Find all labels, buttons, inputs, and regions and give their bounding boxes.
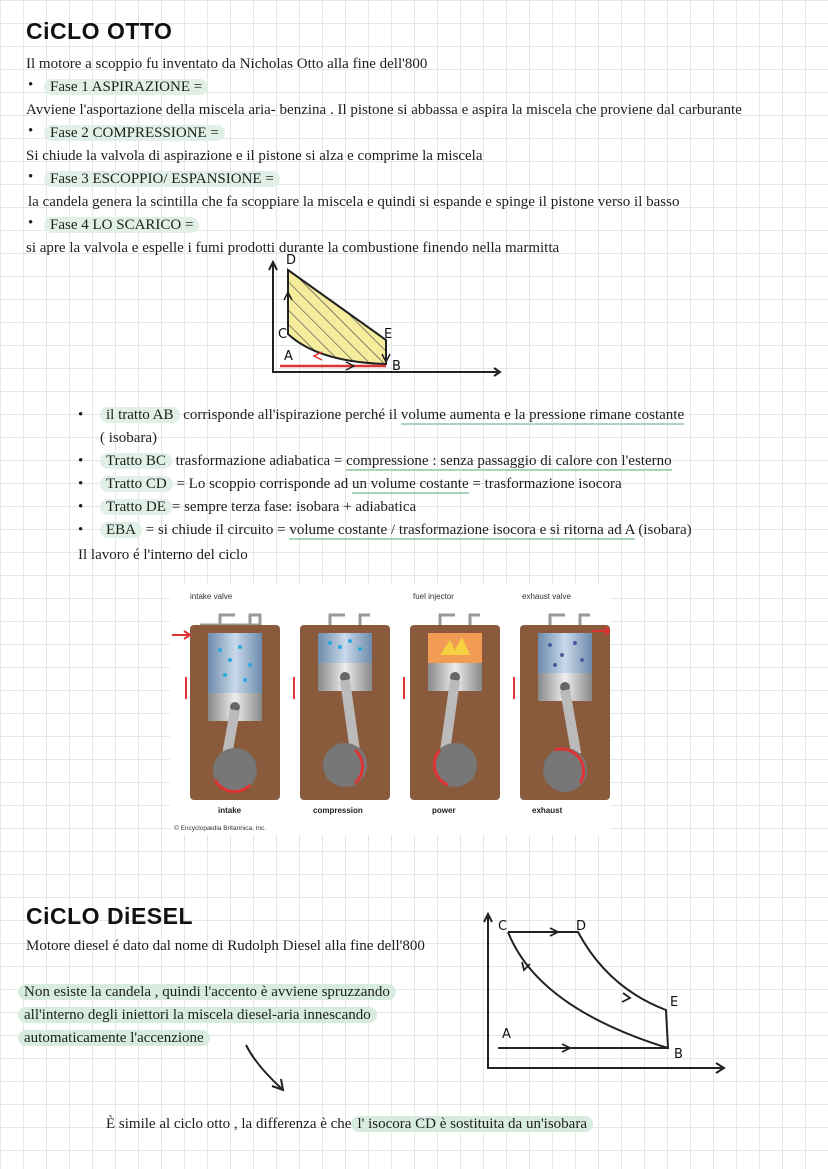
bullet: • — [28, 169, 34, 185]
stage-compression: compression — [313, 806, 363, 815]
bullet: • — [28, 123, 34, 139]
diesel-point-b: B — [674, 1047, 683, 1062]
engine-exhaust — [514, 615, 610, 800]
note-ab: • il tratto AB corrisponde all'ispirazione perché il volume aumenta e la pressione rimane costante — [78, 407, 685, 423]
otto-work: Il lavoro é l'interno del ciclo — [78, 547, 248, 563]
bullet: • — [28, 77, 34, 93]
diesel-intro: Motore diesel é dato dal nome di Rudolph Diesel alla fine dell'800 — [26, 938, 425, 954]
phase-4-text: si apre la valvola e espelle i fumi prodotti durante la combustione finendo nella marmitta — [26, 240, 560, 256]
engine-power — [404, 615, 500, 800]
note-de: • Tratto DE = sempre terza fase: isobara + adiabatica — [78, 499, 417, 515]
diesel-axes — [488, 916, 722, 1068]
diesel-point-a: A — [502, 1027, 511, 1042]
diesel-cycle-path — [498, 932, 668, 1048]
phase-4-label: Fase 4 LO SCARICO = — [44, 217, 199, 233]
note-bc: • Tratto BC trasformazione adiabatica = compressione : senza passaggio di calore con l'esterno — [78, 453, 672, 469]
label-intake-valve: intake valve — [190, 592, 233, 601]
label-exhaust-valve: exhaust valve — [522, 592, 571, 601]
diesel-note-line-1: Non esiste la candela , quindi l'accento è avviene spruzzando — [18, 984, 396, 1000]
diesel-note-line-3: automaticamente l'accenzione — [18, 1030, 210, 1046]
stage-intake: intake — [218, 806, 242, 815]
otto-point-d: D — [286, 253, 297, 268]
diesel-note-line-2: all'interno degli iniettori la miscela diesel-aria innescando — [18, 1007, 377, 1023]
diesel-pv-diagram — [478, 908, 728, 1080]
figure-credit: © Encyclopædia Britannica, Inc. — [174, 825, 267, 832]
diesel-conclusion: È simile al ciclo otto , la differenza è che l' isocora CD è sostituita da un'isobara — [106, 1114, 593, 1134]
curved-arrow-icon — [236, 1040, 296, 1095]
note-cd: • Tratto CD = Lo scoppio corrisponde ad un volume costante = trasformazione isocora — [78, 476, 622, 492]
otto-cycle-area — [288, 270, 386, 364]
otto-point-a: A — [284, 349, 293, 364]
phase-2-text: Si chiude la valvola di aspirazione e il pistone si alza e comprime la miscela — [26, 148, 483, 164]
diesel-title: CiCLO DiESEL — [26, 903, 194, 929]
otto-title: CiCLO OTTO — [26, 18, 173, 44]
otto-point-e: E — [384, 327, 393, 342]
otto-pv-diagram — [258, 252, 508, 390]
phase-1-label: Fase 1 ASPIRAZIONE = — [44, 79, 208, 95]
stage-exhaust: exhaust — [532, 806, 563, 815]
diesel-point-d: D — [576, 919, 587, 934]
label-fuel-injector: fuel injector — [413, 592, 454, 601]
otto-point-c: C — [278, 327, 288, 342]
phase-1-text: Avviene l'asportazione della miscela aria- benzina . Il pistone si abbassa e aspira la miscela che proviene dal carburante — [26, 102, 742, 118]
phase-2-label: Fase 2 COMPRESSIONE = — [44, 125, 225, 141]
otto-intro: Il motore a scoppio fu inventato da Nicholas Otto alla fine dell'800 — [26, 56, 428, 72]
otto-point-b: B — [392, 359, 401, 374]
diesel-point-c: C — [498, 919, 508, 934]
four-stroke-figure — [170, 585, 610, 835]
phase-3-text: la candela genera la scintilla che fa scoppiare la miscela e quindi si espande e spinge il pistone verso il basso — [28, 194, 680, 210]
otto-arrow-ba — [314, 352, 322, 360]
note-ab-cont: ( isobara) — [100, 430, 158, 446]
engine-compression — [294, 615, 390, 800]
diesel-arrow-de — [622, 993, 630, 1002]
note-eba: • EBA = si chiude il circuito = volume costante / trasformazione isocora e si ritorna ad A (isobara) — [78, 522, 692, 538]
bullet: • — [28, 215, 34, 231]
phase-3-label: Fase 3 ESCOPPIO/ ESPANSIONE = — [44, 171, 280, 187]
diesel-point-e: E — [670, 995, 679, 1010]
stage-power: power — [432, 806, 456, 815]
